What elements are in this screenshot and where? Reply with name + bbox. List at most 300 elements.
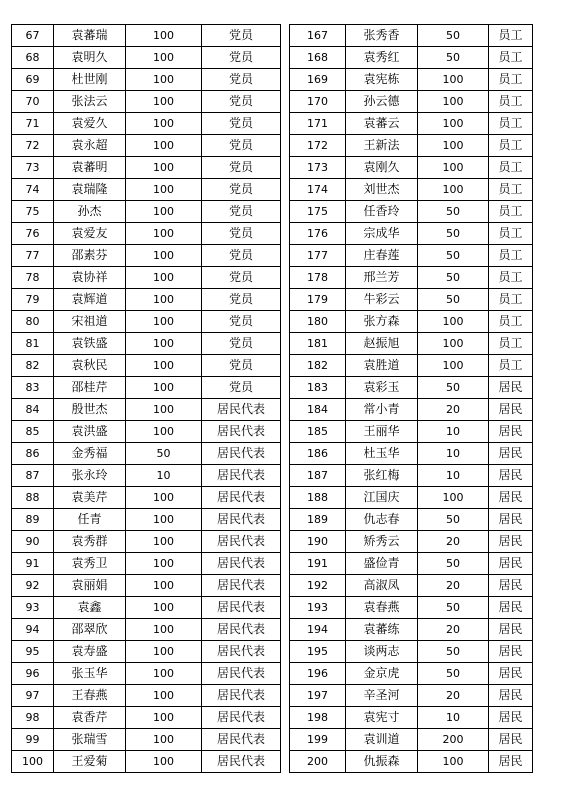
person-name: 杜世刚: [54, 69, 126, 91]
row-number: 190: [290, 531, 346, 553]
person-name: 孙云德: [346, 91, 418, 113]
person-name: 赵振旭: [346, 333, 418, 355]
row-number: 178: [290, 267, 346, 289]
person-role: 员工: [489, 201, 533, 223]
donation-amount: 100: [126, 531, 202, 553]
donation-amount: 50: [418, 25, 489, 47]
row-number: 100: [12, 751, 54, 773]
person-role: 居民: [489, 465, 533, 487]
table-row: [290, 47, 533, 69]
person-role: 党员: [202, 47, 281, 69]
row-number: 95: [12, 641, 54, 663]
person-role: 居民代表: [202, 443, 281, 465]
donation-amount: 50: [418, 597, 489, 619]
person-name: 任香玲: [346, 201, 418, 223]
person-role: 居民: [489, 575, 533, 597]
table-row: [12, 135, 281, 157]
row-number: 194: [290, 619, 346, 641]
person-role: 员工: [489, 135, 533, 157]
person-role: 党员: [202, 201, 281, 223]
person-role: 居民: [489, 729, 533, 751]
person-name: 袁蕃明: [54, 157, 126, 179]
row-number: 96: [12, 663, 54, 685]
table-row: [290, 377, 533, 399]
person-role: 居民: [489, 641, 533, 663]
donation-amount: 50: [418, 223, 489, 245]
person-name: 任青: [54, 509, 126, 531]
row-number: 81: [12, 333, 54, 355]
person-name: 袁宪栋: [346, 69, 418, 91]
row-number: 187: [290, 465, 346, 487]
table-row: [290, 399, 533, 421]
person-role: 居民代表: [202, 421, 281, 443]
person-role: 居民: [489, 421, 533, 443]
table-row: [290, 355, 533, 377]
person-name: 袁蕃云: [346, 113, 418, 135]
person-role: 居民代表: [202, 531, 281, 553]
table-row: [12, 575, 281, 597]
person-role: 居民代表: [202, 729, 281, 751]
table-row: [290, 509, 533, 531]
table-row: [290, 641, 533, 663]
person-name: 常小青: [346, 399, 418, 421]
person-role: 党员: [202, 355, 281, 377]
donation-amount: 100: [126, 685, 202, 707]
donation-amount: 100: [126, 179, 202, 201]
person-role: 党员: [202, 91, 281, 113]
donation-amount: 100: [126, 311, 202, 333]
person-role: 党员: [202, 25, 281, 47]
table-row: [290, 729, 533, 751]
person-name: 袁秀红: [346, 47, 418, 69]
person-name: 庄春莲: [346, 245, 418, 267]
person-role: 居民: [489, 443, 533, 465]
person-name: 刘世杰: [346, 179, 418, 201]
person-name: 张玉华: [54, 663, 126, 685]
person-name: 金京虎: [346, 663, 418, 685]
donation-amount: 100: [126, 157, 202, 179]
table-row: [12, 641, 281, 663]
donation-amount: 100: [126, 201, 202, 223]
donation-amount: 100: [418, 113, 489, 135]
donation-amount: 50: [418, 245, 489, 267]
donation-table-left-body: [12, 25, 281, 773]
donation-amount: 10: [418, 421, 489, 443]
person-role: 居民: [489, 487, 533, 509]
table-row: [290, 179, 533, 201]
person-role: 居民: [489, 509, 533, 531]
person-name: 袁永超: [54, 135, 126, 157]
row-number: 174: [290, 179, 346, 201]
donation-amount: 50: [418, 267, 489, 289]
table-row: [12, 157, 281, 179]
person-name: 张法云: [54, 91, 126, 113]
table-row: [290, 25, 533, 47]
table-row: [12, 553, 281, 575]
person-name: 邵翠欣: [54, 619, 126, 641]
person-role: 居民: [489, 707, 533, 729]
person-role: 党员: [202, 179, 281, 201]
table-row: [12, 69, 281, 91]
row-number: 182: [290, 355, 346, 377]
table-row: [12, 289, 281, 311]
person-name: 邵桂芹: [54, 377, 126, 399]
person-role: 居民代表: [202, 707, 281, 729]
person-role: 党员: [202, 377, 281, 399]
row-number: 84: [12, 399, 54, 421]
person-name: 矫秀云: [346, 531, 418, 553]
donation-amount: 100: [126, 509, 202, 531]
table-row: [12, 509, 281, 531]
person-role: 居民代表: [202, 751, 281, 773]
donation-amount: 10: [418, 443, 489, 465]
person-role: 居民: [489, 751, 533, 773]
donation-amount: 100: [418, 135, 489, 157]
row-number: 90: [12, 531, 54, 553]
person-name: 金秀福: [54, 443, 126, 465]
person-name: 袁彩玉: [346, 377, 418, 399]
row-number: 88: [12, 487, 54, 509]
person-role: 居民: [489, 619, 533, 641]
table-row: [290, 443, 533, 465]
person-name: 袁训道: [346, 729, 418, 751]
person-name: 袁秀卫: [54, 553, 126, 575]
table-row: [12, 751, 281, 773]
row-number: 173: [290, 157, 346, 179]
person-name: 袁秋民: [54, 355, 126, 377]
person-role: 党员: [202, 69, 281, 91]
donation-amount: 100: [126, 267, 202, 289]
row-number: 200: [290, 751, 346, 773]
row-number: 168: [290, 47, 346, 69]
row-number: 171: [290, 113, 346, 135]
donation-amount: 10: [418, 465, 489, 487]
donation-amount: 100: [126, 355, 202, 377]
table-row: [12, 47, 281, 69]
table-row: [12, 707, 281, 729]
row-number: 176: [290, 223, 346, 245]
donation-amount: 100: [126, 91, 202, 113]
table-row: [290, 69, 533, 91]
person-name: 张秀香: [346, 25, 418, 47]
donation-amount: 20: [418, 575, 489, 597]
table-row: [290, 311, 533, 333]
row-number: 77: [12, 245, 54, 267]
donation-amount: 100: [126, 333, 202, 355]
table-row: [12, 377, 281, 399]
person-role: 党员: [202, 113, 281, 135]
donation-table-right: [289, 24, 533, 773]
person-name: 殷世杰: [54, 399, 126, 421]
person-role: 员工: [489, 245, 533, 267]
person-role: 党员: [202, 157, 281, 179]
table-row: [290, 289, 533, 311]
row-number: 67: [12, 25, 54, 47]
person-name: 张永玲: [54, 465, 126, 487]
row-number: 89: [12, 509, 54, 531]
donation-amount: 100: [126, 751, 202, 773]
row-number: 97: [12, 685, 54, 707]
row-number: 69: [12, 69, 54, 91]
donation-amount: 100: [126, 421, 202, 443]
table-row: [290, 531, 533, 553]
donation-amount: 100: [126, 245, 202, 267]
donation-amount: 100: [126, 487, 202, 509]
person-role: 员工: [489, 267, 533, 289]
row-number: 189: [290, 509, 346, 531]
donation-amount: 100: [126, 641, 202, 663]
table-row: [12, 443, 281, 465]
donation-amount: 100: [126, 69, 202, 91]
table-row: [290, 245, 533, 267]
donation-amount: 100: [418, 69, 489, 91]
person-role: 居民代表: [202, 663, 281, 685]
donation-amount: 50: [418, 47, 489, 69]
table-row: [290, 553, 533, 575]
table-row: [290, 333, 533, 355]
row-number: 181: [290, 333, 346, 355]
row-number: 186: [290, 443, 346, 465]
row-number: 192: [290, 575, 346, 597]
person-name: 袁蕃瑞: [54, 25, 126, 47]
row-number: 78: [12, 267, 54, 289]
donation-amount: 100: [126, 707, 202, 729]
person-name: 谈两志: [346, 641, 418, 663]
person-name: 牛彩云: [346, 289, 418, 311]
table-row: [12, 597, 281, 619]
row-number: 191: [290, 553, 346, 575]
row-number: 93: [12, 597, 54, 619]
person-name: 王新法: [346, 135, 418, 157]
person-name: 宗成华: [346, 223, 418, 245]
person-name: 袁辉道: [54, 289, 126, 311]
row-number: 73: [12, 157, 54, 179]
donation-amount: 100: [126, 25, 202, 47]
person-role: 员工: [489, 179, 533, 201]
person-role: 员工: [489, 91, 533, 113]
donation-amount: 100: [126, 729, 202, 751]
person-name: 孙杰: [54, 201, 126, 223]
table-row: [12, 355, 281, 377]
row-number: 185: [290, 421, 346, 443]
person-role: 居民: [489, 553, 533, 575]
person-role: 居民: [489, 663, 533, 685]
table-row: [290, 201, 533, 223]
row-number: 177: [290, 245, 346, 267]
table-row: [12, 223, 281, 245]
person-name: 邵素芬: [54, 245, 126, 267]
donation-amount: 50: [418, 289, 489, 311]
table-row: [12, 333, 281, 355]
person-role: 居民: [489, 531, 533, 553]
person-role: 居民代表: [202, 641, 281, 663]
row-number: 183: [290, 377, 346, 399]
row-number: 179: [290, 289, 346, 311]
person-name: 袁春燕: [346, 597, 418, 619]
person-role: 员工: [489, 355, 533, 377]
donation-amount: 100: [126, 113, 202, 135]
donation-amount: 100: [418, 179, 489, 201]
person-name: 仇振森: [346, 751, 418, 773]
row-number: 199: [290, 729, 346, 751]
person-role: 员工: [489, 25, 533, 47]
person-name: 张瑞雪: [54, 729, 126, 751]
row-number: 82: [12, 355, 54, 377]
donation-amount: 100: [418, 157, 489, 179]
row-number: 197: [290, 685, 346, 707]
person-role: 居民代表: [202, 619, 281, 641]
table-row: [290, 597, 533, 619]
person-name: 袁爱友: [54, 223, 126, 245]
person-role: 员工: [489, 289, 533, 311]
table-row: [290, 113, 533, 135]
table-row: [12, 487, 281, 509]
row-number: 68: [12, 47, 54, 69]
table-row: [12, 619, 281, 641]
donation-amount: 20: [418, 619, 489, 641]
table-row: [12, 245, 281, 267]
row-number: 76: [12, 223, 54, 245]
person-role: 员工: [489, 47, 533, 69]
person-name: 王爱菊: [54, 751, 126, 773]
person-role: 居民: [489, 399, 533, 421]
donation-amount: 20: [418, 531, 489, 553]
person-name: 袁秀群: [54, 531, 126, 553]
person-name: 杜玉华: [346, 443, 418, 465]
table-row: [12, 201, 281, 223]
person-role: 员工: [489, 157, 533, 179]
table-row: [12, 113, 281, 135]
table-row: [290, 487, 533, 509]
person-role: 居民: [489, 597, 533, 619]
person-role: 党员: [202, 289, 281, 311]
donation-amount: 10: [126, 465, 202, 487]
row-number: 184: [290, 399, 346, 421]
table-row: [290, 157, 533, 179]
person-role: 居民代表: [202, 575, 281, 597]
person-role: 员工: [489, 113, 533, 135]
person-name: 袁胜道: [346, 355, 418, 377]
row-number: 175: [290, 201, 346, 223]
row-number: 74: [12, 179, 54, 201]
donation-amount: 100: [126, 135, 202, 157]
donation-amount: 100: [126, 223, 202, 245]
donation-amount: 50: [418, 553, 489, 575]
donation-amount: 100: [126, 619, 202, 641]
donation-amount: 200: [418, 729, 489, 751]
row-number: 70: [12, 91, 54, 113]
donation-amount: 100: [126, 663, 202, 685]
row-number: 94: [12, 619, 54, 641]
row-number: 172: [290, 135, 346, 157]
donation-amount: 50: [418, 641, 489, 663]
person-role: 居民: [489, 377, 533, 399]
person-name: 袁铁盛: [54, 333, 126, 355]
table-row: [290, 663, 533, 685]
donation-amount: 100: [418, 487, 489, 509]
person-name: 宋祖道: [54, 311, 126, 333]
person-name: 高淑凤: [346, 575, 418, 597]
donation-amount: 50: [126, 443, 202, 465]
row-number: 198: [290, 707, 346, 729]
table-row: [12, 311, 281, 333]
table-row: [290, 575, 533, 597]
donation-amount: 100: [418, 311, 489, 333]
person-role: 员工: [489, 333, 533, 355]
row-number: 72: [12, 135, 54, 157]
row-number: 86: [12, 443, 54, 465]
donation-amount: 100: [126, 597, 202, 619]
donation-amount: 100: [126, 47, 202, 69]
table-row: [290, 223, 533, 245]
person-name: 江国庆: [346, 487, 418, 509]
person-role: 居民代表: [202, 597, 281, 619]
table-row: [290, 465, 533, 487]
person-name: 仇志春: [346, 509, 418, 531]
donation-amount: 100: [126, 377, 202, 399]
donation-amount: 100: [126, 553, 202, 575]
person-name: 袁协祥: [54, 267, 126, 289]
table-row: [290, 135, 533, 157]
person-role: 员工: [489, 69, 533, 91]
row-number: 79: [12, 289, 54, 311]
table-row: [12, 267, 281, 289]
donation-amount: 20: [418, 685, 489, 707]
person-role: 居民代表: [202, 509, 281, 531]
person-role: 居民代表: [202, 553, 281, 575]
person-role: 居民: [489, 685, 533, 707]
person-name: 袁瑞隆: [54, 179, 126, 201]
table-row: [12, 25, 281, 47]
person-name: 袁香芹: [54, 707, 126, 729]
table-row: [290, 751, 533, 773]
table-row: [12, 685, 281, 707]
person-name: 袁明久: [54, 47, 126, 69]
table-row: [12, 91, 281, 113]
table-row: [12, 729, 281, 751]
row-number: 193: [290, 597, 346, 619]
row-number: 188: [290, 487, 346, 509]
donation-table-left: [11, 24, 281, 773]
person-name: 辛圣河: [346, 685, 418, 707]
table-row: [12, 465, 281, 487]
donation-amount: 100: [418, 91, 489, 113]
donation-amount: 50: [418, 509, 489, 531]
person-role: 居民代表: [202, 465, 281, 487]
row-number: 180: [290, 311, 346, 333]
donation-amount: 50: [418, 663, 489, 685]
donation-amount: 20: [418, 399, 489, 421]
row-number: 83: [12, 377, 54, 399]
row-number: 99: [12, 729, 54, 751]
person-name: 袁寿盛: [54, 641, 126, 663]
person-name: 袁刚久: [346, 157, 418, 179]
table-row: [12, 531, 281, 553]
person-name: 袁洪盛: [54, 421, 126, 443]
person-role: 党员: [202, 333, 281, 355]
row-number: 170: [290, 91, 346, 113]
person-name: 袁爱久: [54, 113, 126, 135]
donation-amount: 50: [418, 201, 489, 223]
donation-amount: 100: [126, 575, 202, 597]
table-row: [12, 399, 281, 421]
person-role: 居民代表: [202, 487, 281, 509]
donation-table-right-body: [290, 25, 533, 773]
person-name: 张方森: [346, 311, 418, 333]
person-role: 居民代表: [202, 685, 281, 707]
donation-amount: 100: [418, 333, 489, 355]
person-role: 员工: [489, 311, 533, 333]
